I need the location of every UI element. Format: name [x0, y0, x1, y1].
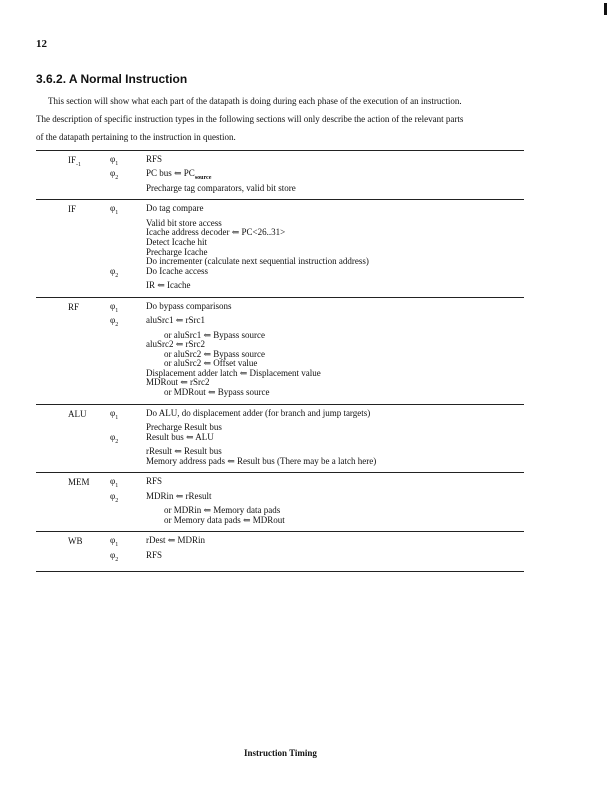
action-text: or MDRout ⇐ Bypass source — [164, 387, 270, 398]
intro-line: This section will show what each part of the datapath is doing during each phase of the execution of an instruction. — [48, 96, 462, 106]
phi-subscript: 1 — [115, 414, 119, 421]
phi-subscript: 2 — [115, 272, 119, 279]
phase-row — [36, 388, 524, 398]
phase-row — [36, 536, 524, 550]
phi-symbol: φ — [110, 407, 116, 418]
action-text: Displacement adder latch ⇐ Displacement value — [146, 367, 321, 378]
phase-row — [36, 350, 524, 360]
clock-phase-label — [36, 248, 146, 258]
clock-phase-label — [36, 369, 146, 379]
phase-block — [36, 472, 524, 531]
phase-row — [36, 340, 524, 350]
phi-subscript: 2 — [115, 438, 119, 445]
phase-name — [68, 536, 102, 547]
phase-row — [36, 457, 524, 467]
phi-symbol: φ — [110, 315, 116, 326]
action-line — [146, 477, 524, 491]
action-text: or MDRin ⇐ Memory data pads — [164, 505, 281, 515]
phase-row — [36, 267, 524, 281]
action-text: IR ⇐ Icache — [146, 280, 191, 291]
action-line — [146, 184, 524, 194]
phi-subscript: 2 — [115, 556, 119, 563]
action-line — [146, 316, 524, 330]
action-text: PC bus ⇐ PC — [146, 168, 195, 179]
action-line — [146, 536, 524, 550]
action-text: rResult ⇐ Result bus — [146, 446, 222, 457]
phi-subscript: 2 — [115, 321, 119, 328]
action-line — [146, 302, 524, 316]
action-text: Do tag compare — [146, 203, 204, 214]
page-number: 12 — [36, 38, 47, 50]
phi-symbol: φ — [110, 265, 116, 276]
clock-phase-label — [36, 423, 146, 433]
action-text: Do bypass comparisons — [146, 300, 232, 311]
phi-subscript: 1 — [115, 210, 119, 217]
phase-row — [36, 331, 524, 341]
action-text: Precharge Result bus — [146, 422, 222, 433]
phase-row — [36, 433, 524, 447]
action-text: MDRout ⇐ rSrc2 — [146, 377, 210, 388]
action-line — [146, 516, 524, 526]
action-line — [146, 551, 524, 565]
phase-name-text: RF — [68, 301, 80, 312]
phase-block — [36, 297, 524, 404]
clock-phase-label — [36, 169, 146, 183]
phase-row — [36, 238, 524, 248]
clock-phase-label — [36, 228, 146, 238]
scan-edge-mark — [604, 3, 607, 15]
clock-phase-label — [36, 551, 146, 565]
phase-name — [68, 302, 102, 313]
phase-name-text: WB — [68, 536, 83, 547]
section-title: 3.6.2. A Normal Instruction — [36, 72, 188, 86]
phase-name-subscript: -1 — [76, 161, 82, 168]
action-text: MDRin ⇐ rResult — [146, 490, 212, 501]
phase-block — [36, 404, 524, 473]
phase-row — [36, 155, 524, 169]
phase-row — [36, 378, 524, 388]
phi-symbol: φ — [110, 203, 116, 214]
clock-phase-label — [36, 516, 146, 526]
clock-phase-label — [36, 350, 146, 360]
phase-row — [36, 477, 524, 491]
phase-row — [36, 302, 524, 316]
action-line — [146, 267, 524, 281]
action-text: aluSrc2 ⇐ rSrc2 — [146, 339, 206, 350]
clock-phase-label — [36, 184, 146, 194]
action-line — [146, 433, 524, 447]
action-text: Icache address decoder ⇐ PC<26..31> — [146, 227, 286, 238]
action-line — [146, 204, 524, 218]
phi-subscript: 1 — [115, 307, 119, 314]
phase-row — [36, 204, 524, 218]
clock-phase-label — [36, 340, 146, 350]
phase-row — [36, 228, 524, 238]
action-text: Do incrementer (calculate next sequential instruction address) — [146, 256, 369, 267]
phi-symbol: φ — [110, 476, 116, 487]
phase-name — [68, 477, 102, 488]
clock-phase-label — [36, 492, 146, 506]
action-text: RFS — [146, 476, 163, 487]
intro-paragraph — [36, 92, 566, 146]
phi-symbol: φ — [110, 490, 116, 501]
phase-row — [36, 281, 524, 291]
phase-row — [36, 184, 524, 194]
clock-phase-label — [36, 378, 146, 388]
clock-phase-label — [36, 331, 146, 341]
action-text: Detect Icache hit — [146, 236, 207, 247]
phi-subscript: 2 — [115, 497, 119, 504]
action-subscript: source — [194, 175, 212, 182]
phase-table — [36, 150, 524, 572]
action-text: rDest ⇐ MDRin — [146, 535, 206, 546]
action-text: or aluSrc2 ⇐ Offset value — [164, 358, 258, 369]
clock-phase-label — [36, 281, 146, 291]
action-line — [146, 492, 524, 506]
phi-symbol: φ — [110, 154, 116, 164]
intro-line: The description of specific instruction types in the following sections will only describe the action of the relevant parts — [36, 114, 464, 124]
phi-symbol: φ — [110, 431, 116, 442]
intro-line: of the datapath pertaining to the instruction in question. — [36, 132, 236, 142]
phase-block — [36, 199, 524, 296]
phi-subscript: 1 — [115, 541, 119, 548]
action-text: or aluSrc2 ⇐ Bypass source — [164, 348, 266, 359]
phase-name-text: IF — [68, 155, 77, 165]
action-text: Do Icache access — [146, 265, 208, 276]
table-bottom-rule — [36, 571, 524, 572]
phi-subscript: 2 — [115, 175, 119, 182]
clock-phase-label — [36, 388, 146, 398]
phase-block — [36, 531, 524, 571]
phi-subscript: 1 — [115, 483, 119, 490]
clock-phase-label — [36, 316, 146, 330]
clock-phase-label — [36, 238, 146, 248]
phase-row — [36, 551, 524, 565]
clock-phase-label — [36, 506, 146, 516]
action-line — [146, 409, 524, 423]
phase-name-text: IF — [68, 204, 77, 215]
action-text: Precharge Icache — [146, 246, 208, 257]
phase-row — [36, 492, 524, 506]
action-line — [146, 155, 524, 169]
clock-phase-label — [36, 257, 146, 267]
clock-phase-label — [36, 447, 146, 457]
action-line — [146, 281, 524, 291]
action-text: RFS — [146, 154, 163, 164]
action-text: or aluSrc1 ⇐ Bypass source — [164, 329, 266, 340]
phase-row — [36, 169, 524, 183]
action-text: Do ALU, do displacement adder (for branch and jump targets) — [146, 407, 371, 418]
phase-row — [36, 369, 524, 379]
clock-phase-label — [36, 219, 146, 229]
action-text: aluSrc1 ⇐ rSrc1 — [146, 315, 206, 326]
phase-name — [68, 155, 102, 171]
page-footer: Instruction Timing — [244, 748, 317, 758]
phi-symbol: φ — [110, 549, 116, 560]
action-line — [146, 169, 524, 183]
phase-block — [36, 150, 524, 199]
action-text: RFS — [146, 549, 163, 560]
phase-row — [36, 516, 524, 526]
phase-row — [36, 316, 524, 330]
clock-phase-label — [36, 457, 146, 467]
phi-symbol: φ — [110, 168, 116, 179]
action-text: Precharge tag comparators, valid bit store — [146, 182, 296, 193]
action-line — [146, 388, 524, 398]
action-line — [146, 457, 524, 467]
action-text: or Memory data pads ⇐ MDRout — [164, 514, 285, 525]
clock-phase-label — [36, 359, 146, 369]
phase-row — [36, 409, 524, 423]
phase-name-text: ALU — [68, 408, 87, 419]
phi-symbol: φ — [110, 535, 116, 546]
action-text: Memory address pads ⇐ Result bus (There may be a latch here) — [146, 455, 377, 466]
phi-symbol: φ — [110, 300, 116, 311]
action-text: Valid bit store access — [146, 217, 222, 228]
phase-name-text: MEM — [68, 477, 90, 488]
phi-subscript: 1 — [115, 160, 119, 167]
clock-phase-label — [36, 433, 146, 447]
phase-name — [68, 409, 102, 420]
clock-phase-label — [36, 267, 146, 281]
phase-name — [68, 204, 102, 215]
action-text: Result bus ⇐ ALU — [146, 431, 214, 442]
